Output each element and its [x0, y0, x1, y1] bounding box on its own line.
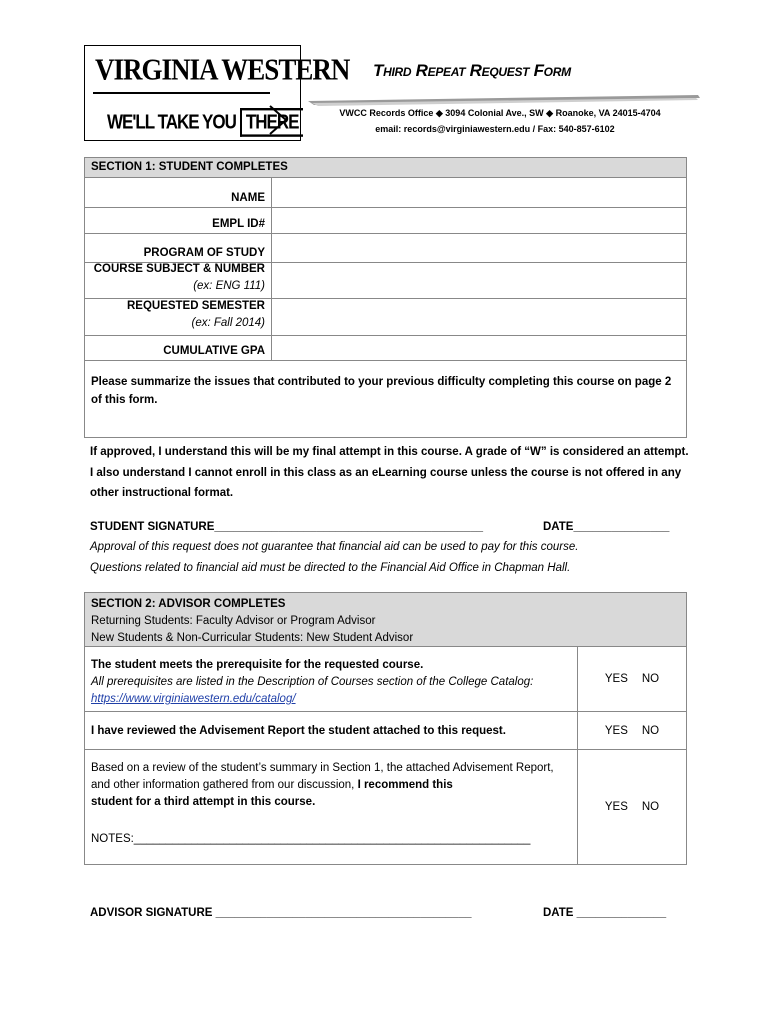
program-row	[85, 234, 686, 263]
advisement-yes[interactable]: YES	[604, 724, 628, 737]
summary-prompt: Please summarize the issues that contributed to your previous difficulty completing this course on page 2 of this form.	[91, 376, 672, 406]
recommendation-row	[85, 750, 686, 864]
title-swoosh	[308, 93, 700, 107]
course-hint: (ex: ENG 111)	[193, 280, 265, 292]
course-label	[85, 263, 272, 298]
section-1	[84, 157, 687, 438]
catalog-link[interactable]: https://www.virginiawestern.edu/catalog/	[91, 693, 296, 705]
recommendation-bold-1: I recommend this	[357, 779, 453, 791]
semester-row	[85, 299, 686, 336]
program-field[interactable]	[272, 234, 686, 262]
recommendation-yes[interactable]: YES	[604, 801, 628, 813]
course-field[interactable]	[272, 263, 686, 298]
prerequisite-question	[85, 647, 578, 711]
logo-arrow-icon	[269, 105, 289, 135]
student-date-line[interactable]: DATE_______________	[543, 521, 670, 533]
semester-label	[85, 299, 272, 335]
advisement-row	[85, 712, 686, 750]
advisor-signature-line[interactable]: ADVISOR SIGNATURE ________________________________________	[90, 907, 472, 919]
advisement-answer	[578, 712, 686, 749]
college-logo	[84, 45, 350, 141]
semester-field[interactable]	[272, 299, 686, 335]
course-label-text: COURSE SUBJECT & NUMBER	[93, 263, 265, 275]
semester-label-text: REQUESTED SEMESTER	[126, 300, 265, 312]
empl-id-row	[85, 208, 686, 234]
gpa-label	[85, 336, 272, 360]
section-2	[84, 592, 687, 865]
gpa-row	[85, 336, 686, 361]
name-label	[85, 178, 272, 207]
prerequisite-no[interactable]: NO	[641, 673, 660, 685]
advisor-date-line[interactable]: DATE ______________	[543, 907, 667, 919]
section-2-heading: SECTION 2: ADVISOR COMPLETES	[91, 598, 286, 610]
recommendation-question	[85, 750, 578, 864]
agreement-text: If approved, I understand this will be my final attempt in this course. A grade of “W” is considered an attempt. I also understand I cannot enroll in this class as an eLearning course unless the course is not offered in any other instructional format.	[90, 446, 689, 499]
prerequisite-statement: The student meets the prerequisite for the requested course.	[91, 659, 424, 671]
recommendation-no[interactable]: NO	[641, 801, 660, 813]
prerequisite-note: All prerequisites are listed in the Description of Courses section of the College Catalog:	[91, 676, 534, 688]
prerequisite-answer	[578, 647, 686, 711]
advisement-no[interactable]: NO	[641, 724, 660, 737]
section-2-heading-block	[85, 593, 686, 647]
prerequisite-yes[interactable]: YES	[604, 673, 628, 685]
empl-id-label-text: EMPL ID#	[212, 218, 265, 230]
prerequisite-row	[85, 647, 686, 712]
name-row	[85, 178, 686, 208]
program-label-text: PROGRAM OF STUDY	[143, 247, 265, 259]
recommendation-bold-2: student for a third attempt in this course.	[91, 796, 316, 808]
advisement-question: I have reviewed the Advisement Report the student attached to this request.	[85, 712, 578, 749]
form-title: Third Repeat Request Form	[373, 61, 571, 80]
course-row	[85, 263, 686, 299]
logo-tagline-text: WE'LL TAKE YOU	[107, 110, 236, 134]
notes-line[interactable]: NOTES:______________________________________________________________	[91, 833, 531, 845]
gpa-label-text: CUMULATIVE GPA	[163, 345, 265, 357]
logo-rule	[93, 92, 270, 94]
recommendation-text: Based on a review of the student’s summary in Section 1, the attached Advisement Report, and other information gathered from our discussion,	[91, 762, 554, 791]
logo-name: VIRGINIA WESTERN	[95, 52, 350, 87]
name-field[interactable]	[272, 178, 686, 207]
financial-aid-note: Questions related to financial aid must be directed to the Financial Aid Office in Chapman Hall.	[90, 562, 571, 574]
empl-id-field[interactable]	[272, 208, 686, 233]
empl-id-label	[85, 208, 272, 233]
office-address: VWCC Records Office ◆ 3094 Colonial Ave., SW ◆ Roanoke, VA 24015-4704	[339, 108, 661, 118]
student-signature-line[interactable]: STUDENT SIGNATURE__________________________________________	[90, 521, 483, 533]
recommendation-answer	[578, 750, 686, 864]
financial-aid-note: Approval of this request does not guarantee that financial aid can be used to pay for this course.	[90, 541, 579, 553]
section-2-returning: Returning Students: Faculty Advisor or Program Advisor	[91, 615, 376, 627]
logo-there: THERE	[240, 108, 303, 137]
semester-hint: (ex: Fall 2014)	[191, 317, 265, 329]
section-1-heading: SECTION 1: STUDENT COMPLETES	[85, 158, 686, 178]
section-2-new: New Students & Non-Curricular Students: New Student Advisor	[91, 632, 414, 644]
office-contact: email: records@virginiawestern.edu / Fax: 540-857-6102	[375, 124, 615, 134]
gpa-field[interactable]	[272, 336, 686, 360]
name-label-text: NAME	[231, 192, 265, 204]
program-label	[85, 234, 272, 262]
